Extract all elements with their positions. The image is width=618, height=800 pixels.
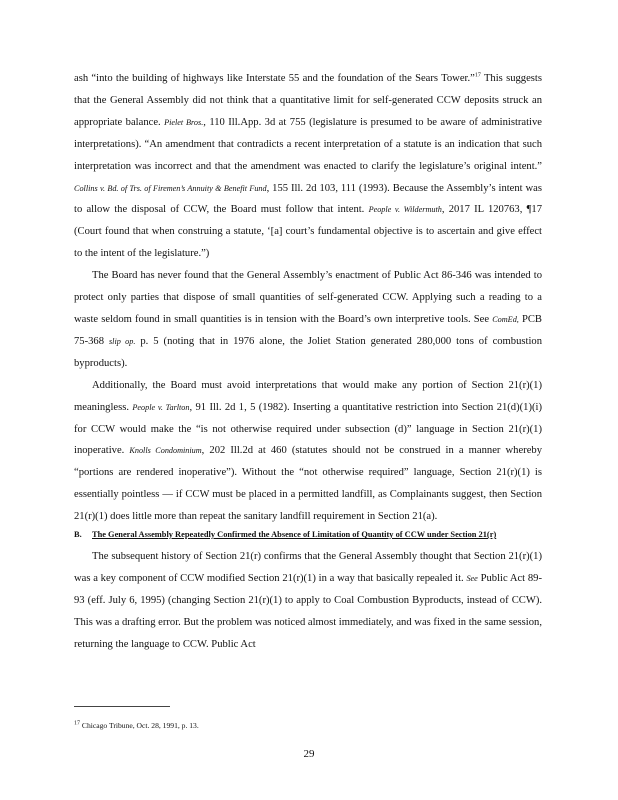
p3-text-a: Additionally, the Board must avoid interpretations that would make any portion of Section 21(r)(1) meaningless. [74, 379, 542, 413]
case-citation: Pielet Bros. [164, 117, 204, 127]
footnote-number: 17 [74, 720, 80, 727]
paragraph-1 [74, 68, 542, 265]
p1-text-b: This suggests that the General Assembly did not think that a quantitative limit for self-generated CCW deposits struck an appropriate balance. [74, 73, 542, 128]
p1-text-d: , 155 Ill. 2d 103, 111 (1993). Because the Assembly’s intent was to allow the disposal of CCW, the Board must follow that intent. [74, 182, 543, 216]
case-citation: People v. Tarlton [132, 402, 190, 412]
paragraph-4 [74, 546, 542, 656]
paragraph-2 [74, 265, 542, 375]
case-citation: Knolls Condominium [129, 446, 202, 456]
footnote-reference: 17 [474, 72, 481, 79]
page-number: 29 [303, 748, 315, 760]
case-citation: ComEd, [492, 314, 519, 324]
p3-text-c: , 202 Ill.2d at 460 (statutes should not be construed in a manner whereby “portions are rendered inoperative”). Without the “not otherwise required” language, Section 21(r)(1) is essentially pointless — if CCW must be placed in a permitted landfill, as Complainants suggest, then Section 21(r)(1) does little more than repeat the sanitary landfill requirement in Section 21(a). [74, 445, 542, 523]
case-citation: People v. Wildermuth [368, 205, 442, 215]
case-citation: Collins v. Bd. of Trs. of Firemen’s Annuity & Benefit Fund [74, 183, 267, 193]
p4-text-b: Public Act 89-93 (eff. July 6, 1995) (changing Section 21(r)(1) to apply to Coal Combustion Byproducts, instead of CCW). This was a drafting error. But the problem was noticed almost immediately, and was fixed in the same session, returning the language to CCW. Public Act [74, 572, 542, 650]
body-text [74, 68, 542, 656]
footnote-divider [74, 706, 170, 707]
paragraph-3 [74, 375, 542, 528]
section-heading-letter: B. [74, 530, 82, 540]
section-heading [74, 529, 542, 540]
p2-text-a: The Board has never found that the General Assembly’s enactment of Public Act 86-346 was intended to protect only parties that dispose of small quantities of self-generated CCW. Applying such a reading to a waste seldom found in small quantities is in tension with the Board’s own interpretive tools. See [74, 270, 542, 325]
p1-text-c: , 110 Ill.App. 3d at 755 (legislature is presumed to be aware of administrative interpretations). “An amendment that contradicts a recent interpretation of a statute is an indication that such interpretation was incorrect and that the amendment was enacted to clarify the legislature’s original intent.” [74, 116, 542, 172]
p4-text-a: The subsequent history of Section 21(r) confirms that the General Assembly thought that Section 21(r)(1) was a key component of CCW modified Section 21(r)(1) in a way that basically repealed it. [74, 551, 542, 584]
p1-text-a: ash “into the building of highways like Interstate 55 and the foundation of the Sears Tower.” [74, 73, 475, 84]
p1-text-e: , 2017 IL 120763, ¶17 (Court found that when construing a statute, ‘[a] court’s fundamental objective is to ascertain and give effect to the intent of the legislature.”) [74, 204, 543, 260]
p3-text-b: , 91 Ill. 2d 1, 5 (1982). Inserting a quantitative restriction into Section 21(d)(1)(i) for CCW would make the “is not otherwise required under subsection (d)” language in Section 21(r)(1) inoperative. [74, 401, 542, 457]
p2-text-c: p. 5 (noting that in 1976 alone, the Joliet Station generated 280,000 tons of combustion byproducts). [74, 335, 542, 369]
signal-word: See [466, 573, 478, 583]
p2-text-b: PCB 75-368 [74, 313, 542, 347]
footnote [74, 721, 199, 731]
section-heading-text: The General Assembly Repeatedly Confirmed the Absence of Limitation of Quantity of CCW under Section 21(r) [92, 530, 497, 540]
case-citation: slip op. [108, 336, 136, 346]
footnote-text: Chicago Tribune, Oct. 28, 1991, p. 13. [80, 721, 199, 730]
